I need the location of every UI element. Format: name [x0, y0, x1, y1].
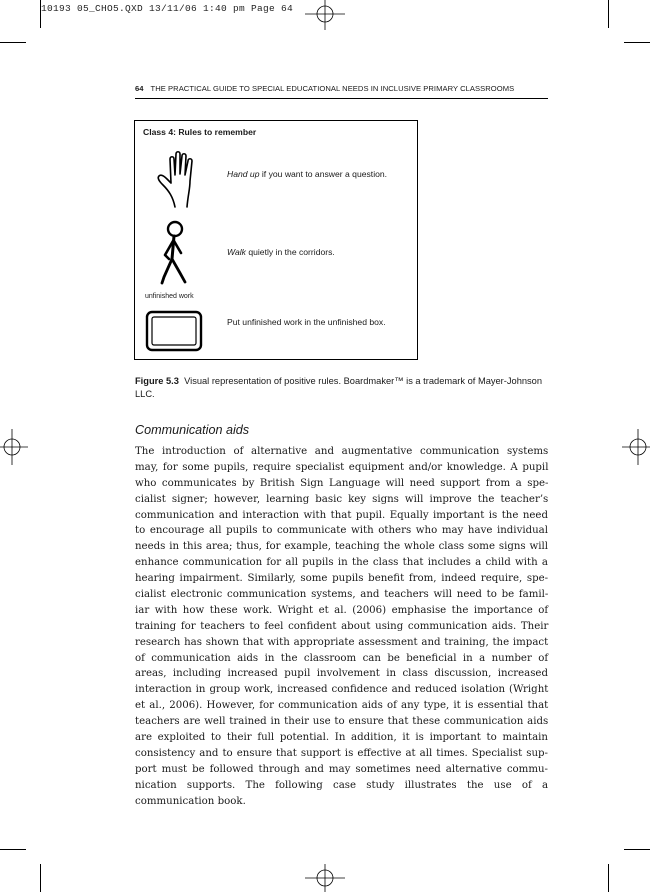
- crop-mark: [624, 42, 650, 43]
- body-line: areas, including increased pupil involvement in class discussion, increased: [135, 668, 548, 680]
- rule-3-text: [227, 317, 386, 327]
- rule-2-text: [227, 247, 335, 257]
- body-line: nication supports. The following case study illustrates the use of a: [135, 779, 549, 791]
- body-line: port must be followed through and may sometimes need alternative commu-: [135, 763, 548, 775]
- body-line: training for teachers to feel confident about using communication aids. Their: [135, 620, 549, 632]
- body-line: hearing impairment. Similarly, some pupils benefit from, indeed require, spe-: [135, 573, 549, 585]
- body-line: needs in this area; thus, for example, teaching the whole class some signs will: [135, 541, 548, 553]
- caption-label: Figure 5.3: [135, 376, 179, 386]
- section-heading: Communication aids: [135, 423, 250, 437]
- registration-mark-icon: [300, 0, 350, 30]
- body-line: teachers are well trained in their use to ensure that these communication aids: [135, 716, 549, 728]
- caption-text: Visual representation of positive rules. Boardmaker™ is a trademark of Mayer-Johnson LLC.: [135, 376, 543, 399]
- registration-mark-icon: [300, 864, 350, 892]
- registration-mark-icon: [622, 425, 650, 469]
- crop-mark: [0, 42, 26, 43]
- crop-mark: [0, 849, 26, 850]
- crop-mark: [624, 849, 650, 850]
- body-line: The introduction of alternative and augmentative communication systems: [135, 446, 549, 457]
- body-line: interaction in group work, increased confidence and reduced isolation (Wright: [135, 684, 549, 696]
- print-slug: 10193 05_CHO5.QXD 13/11/06 1:40 pm Page 64: [41, 3, 294, 14]
- body-line: communication book.: [135, 795, 246, 807]
- registration-mark-icon: [0, 425, 28, 469]
- header-rule: [135, 98, 548, 99]
- figure-caption: [135, 375, 548, 401]
- rule-1-text: [227, 169, 387, 179]
- walking-person-icon: [153, 219, 193, 289]
- body-line: enhance communication for all pupils in the class that includes a child with a: [135, 557, 548, 569]
- unfinished-box-icon: [145, 309, 203, 353]
- body-line: may, for some pupils, require specialist equipment and/or knowledge. A pupil: [135, 461, 549, 473]
- rule-1-rest: if you want to answer a question.: [259, 169, 388, 179]
- body-paragraph: [135, 444, 548, 809]
- rules-figure: [134, 120, 418, 360]
- rule-2-emphasis: Walk: [227, 247, 246, 257]
- crop-mark: [40, 0, 41, 28]
- body-line: communication and interaction with that pupil. Equally important is the need: [135, 509, 548, 521]
- rule-2-rest: quietly in the corridors.: [245, 247, 335, 257]
- crop-mark: [608, 864, 609, 892]
- page-number: 64: [135, 84, 144, 93]
- rule-1-emphasis: Hand up: [227, 169, 260, 179]
- body-line: of communication aids in the classroom can be beneficial in a number of: [135, 652, 549, 664]
- crop-mark: [608, 0, 609, 28]
- symbol-label: unfinished work: [145, 293, 194, 300]
- body-line: research has shown that with appropriate assessment and training, the impact: [135, 636, 549, 648]
- figure-title: Class 4: Rules to remember: [143, 127, 257, 137]
- body-line: iar with how these work. Wright et al. (2006) emphasise the importance of: [135, 604, 549, 616]
- body-line: cialist signer; however, learning basic key signs will improve the teacher’s: [135, 493, 549, 505]
- body-line: who communicates by British Sign Language will need support from a spe-: [135, 477, 549, 489]
- crop-mark: [40, 864, 41, 892]
- body-line: are exploited to their full potential. In addition, it is important to maintain: [135, 732, 548, 744]
- running-head-title: THE PRACTICAL GUIDE TO SPECIAL EDUCATIONAL NEEDS IN INCLUSIVE PRIMARY CLASSROOMS: [150, 84, 515, 93]
- body-line: consistency and to ensure that support is effective at all times. Specialist sup-: [135, 747, 548, 759]
- raised-hand-icon: [153, 145, 209, 209]
- running-head: [135, 84, 548, 93]
- body-line: to encourage all pupils to communicate with others who may have individual: [135, 525, 548, 537]
- rule-3-rest: Put unfinished work in the unfinished box.: [227, 317, 386, 327]
- body-line: et al., 2006). However, for communication aids of any type, it is essential that: [135, 700, 549, 712]
- body-line: cialist electronic communication systems, and teachers will need to be famil-: [135, 589, 549, 601]
